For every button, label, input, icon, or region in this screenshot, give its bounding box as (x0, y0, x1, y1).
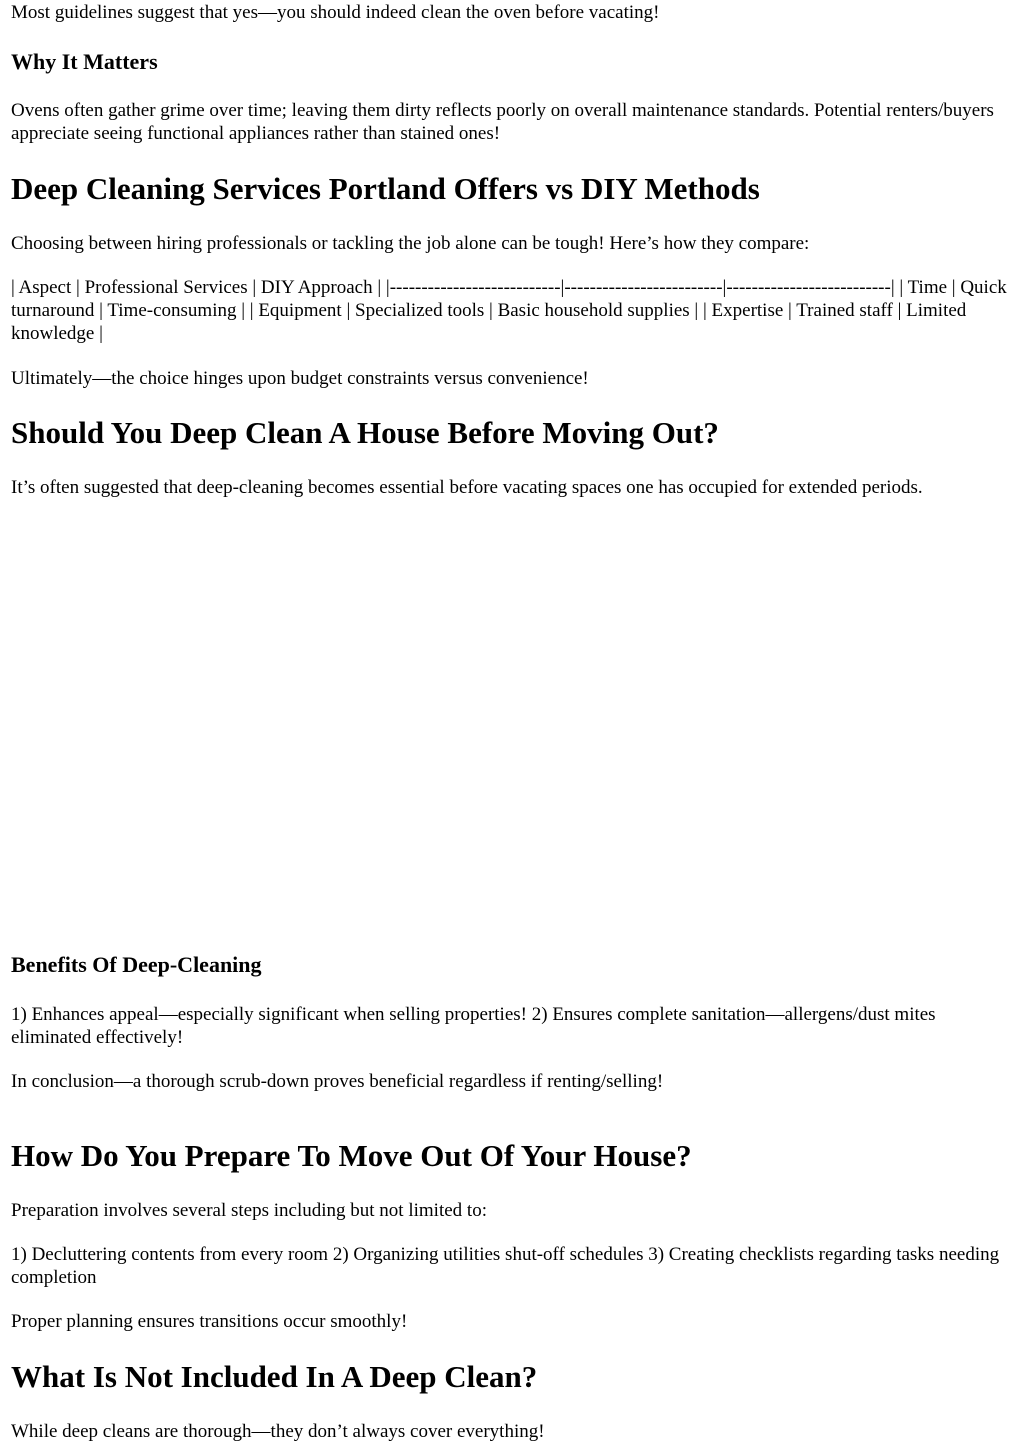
intro-line: Most guidelines suggest that yes—you should indeed clean the oven before vacating! (11, 2, 660, 23)
prepare-move-out-heading: How Do You Prepare To Move Out Of Your House? (11, 1138, 692, 1173)
services-conclusion-text: Ultimately—the choice hinges upon budget constraints versus convenience! (11, 368, 589, 389)
not-included-heading: What Is Not Included In A Deep Clean? (11, 1359, 538, 1394)
why-it-matters-heading: Why It Matters (11, 49, 158, 74)
embedded-media-area (11, 520, 1015, 930)
benefits-conclusion-text: In conclusion—a thorough scrub-down proves beneficial regardless if renting/selling! (11, 1071, 664, 1092)
deep-clean-text: It’s often suggested that deep-cleaning becomes essential before vacating spaces one has occupied for extended periods. (11, 477, 923, 498)
not-included-text: While deep cleans are thorough—they don’t always cover everything! (11, 1421, 545, 1442)
comparison-table-text: | Aspect | Professional Services | DIY Approach | |---------------------------|-------------------------|--------------------------| | Time | Quick turnaround | Time-consuming | | Equipment | Specialized tools | Basic household supplies | | Expertise | Trained staff | Limited knowledge | (11, 277, 1007, 344)
services-vs-diy-heading: Deep Cleaning Services Portland Offers vs DIY Methods (11, 171, 760, 206)
services-intro-text: Choosing between hiring professionals or tackling the job alone can be tough! Here’s how they compare: (11, 233, 810, 254)
prepare-steps-text: 1) Decluttering contents from every room 2) Organizing utilities shut-off schedules 3) Creating checklists regarding tasks needing completion (11, 1244, 1000, 1288)
benefits-heading: Benefits Of Deep-Cleaning (11, 952, 262, 977)
deep-clean-before-moving-heading: Should You Deep Clean A House Before Moving Out? (11, 415, 719, 450)
benefits-list-text: 1) Enhances appeal—especially significant when selling properties! 2) Ensures complete sanitation—allergens/dust mites eliminated effectively! (11, 1004, 936, 1048)
prepare-intro-text: Preparation involves several steps including but not limited to: (11, 1200, 487, 1221)
why-it-matters-text: Ovens often gather grime over time; leaving them dirty reflects poorly on overall maintenance standards. Potential renters/buyers appreciate seeing functional appliances rather than stained ones! (11, 100, 994, 144)
prepare-conclusion-text: Proper planning ensures transitions occur smoothly! (11, 1311, 408, 1332)
